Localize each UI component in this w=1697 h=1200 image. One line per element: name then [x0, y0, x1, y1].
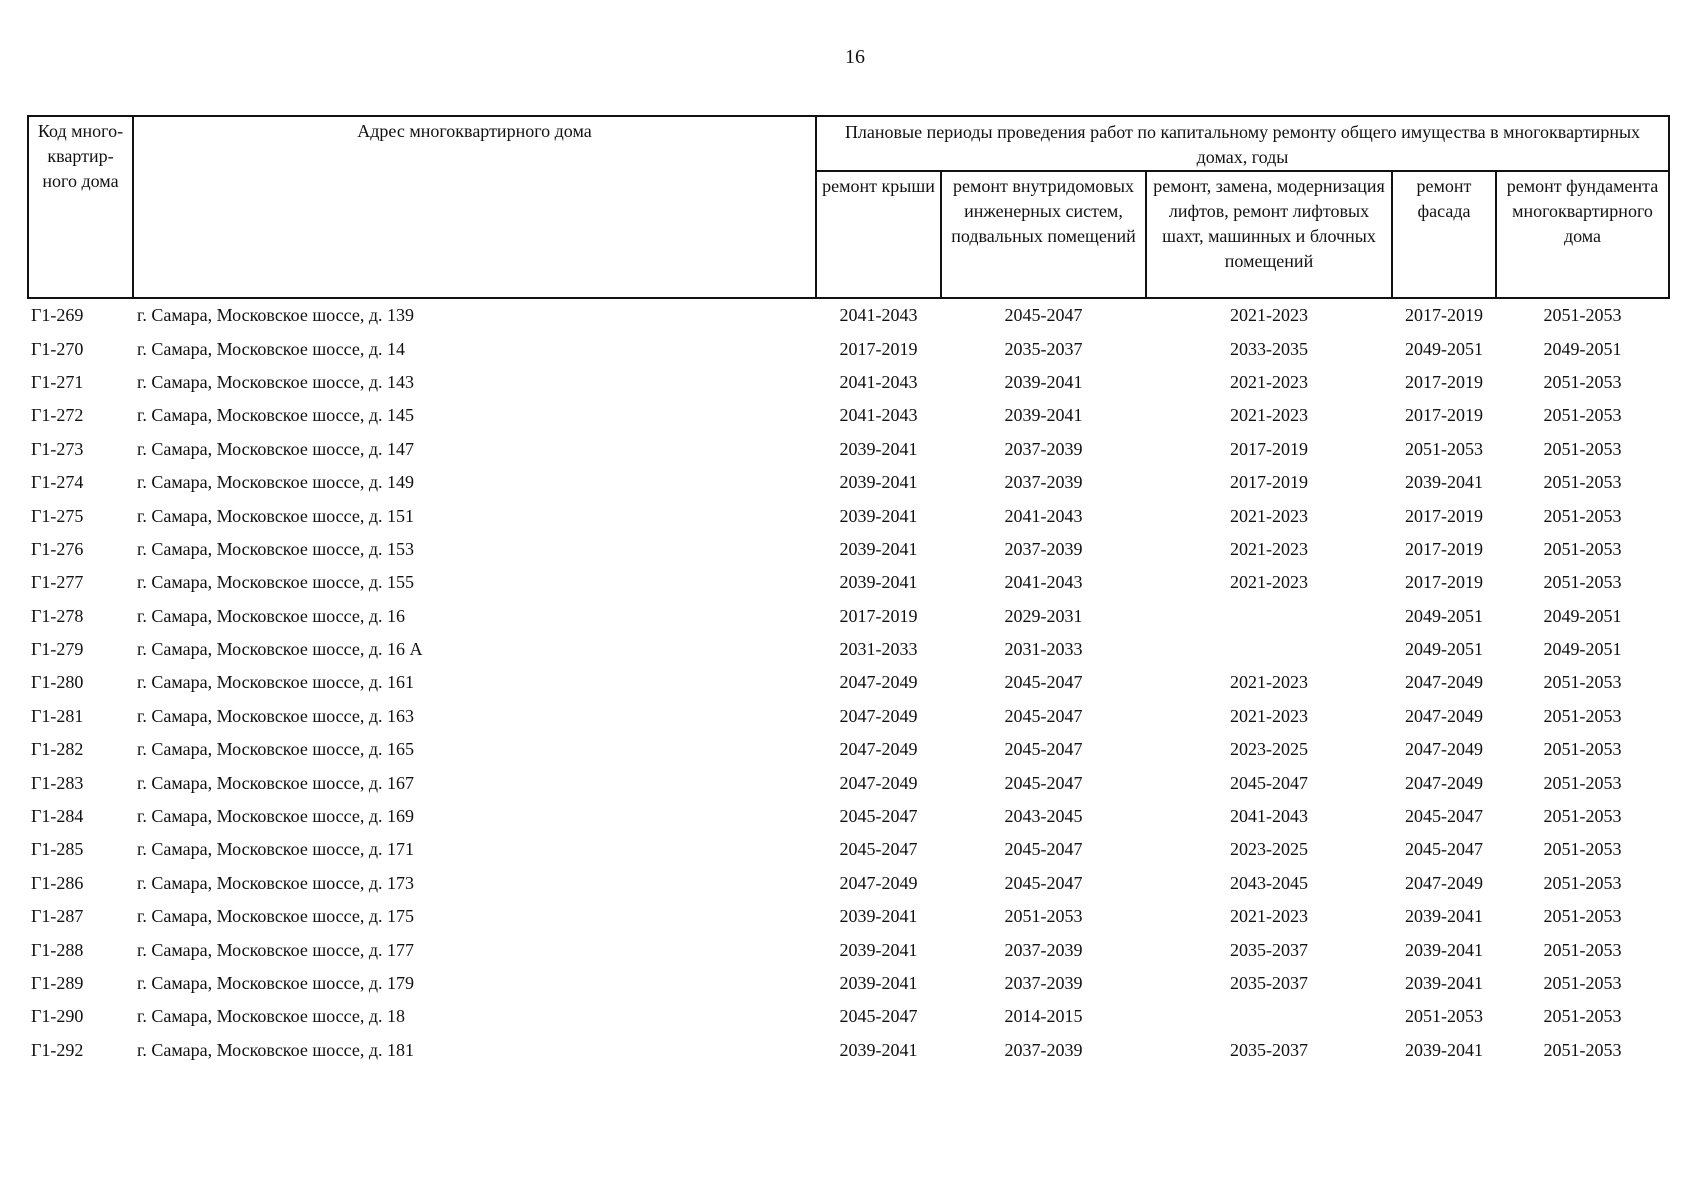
cell-systems: 2039-2041: [1004, 371, 1083, 392]
table-header: [28, 116, 1669, 298]
table-row: [28, 433, 1669, 466]
cell-address: г. Самара, Московское шоссе, д. 179: [137, 973, 414, 993]
cell-code: Г1-277: [31, 572, 84, 593]
cell-code: Г1-284: [31, 806, 84, 827]
cell-roof: 2039-2041: [839, 538, 918, 559]
cell-systems: 2045-2047: [1004, 672, 1083, 693]
cell-roof: 2039-2041: [839, 505, 918, 526]
cell-roof: 2045-2047: [839, 1006, 918, 1027]
cell-elevators: 2021-2023: [1230, 305, 1308, 326]
cell-code: Г1-283: [31, 772, 84, 793]
table-row: [28, 700, 1669, 733]
cell-code: Г1-272: [31, 405, 84, 426]
cell-roof: 2047-2049: [839, 739, 918, 760]
table-row: [28, 600, 1669, 633]
cell-facade: 2045-2047: [1405, 806, 1483, 827]
cell-roof: 2039-2041: [839, 973, 918, 993]
cell-foundation: 2051-2053: [1543, 472, 1622, 493]
cell-facade: 2047-2049: [1405, 739, 1483, 760]
cell-foundation: 2051-2053: [1543, 772, 1622, 793]
cell-foundation: 2051-2053: [1543, 1006, 1622, 1027]
cell-systems: 2037-2039: [1004, 538, 1083, 559]
cell-foundation: 2051-2053: [1543, 371, 1622, 392]
cell-systems: 2037-2039: [1004, 939, 1083, 960]
cell-facade: 2049-2051: [1405, 605, 1483, 626]
cell-facade: 2039-2041: [1405, 472, 1483, 493]
cell-systems: 2045-2047: [1004, 739, 1083, 760]
cell-facade: 2047-2049: [1405, 872, 1483, 893]
cell-foundation: 2051-2053: [1543, 405, 1622, 426]
cell-facade: 2051-2053: [1405, 1006, 1483, 1027]
cell-code: Г1-278: [31, 605, 84, 626]
header-foundation: ремонт фундамента многоквартирного дома: [1496, 171, 1669, 298]
cell-address: г. Самара, Московское шоссе, д. 173: [137, 872, 414, 893]
cell-systems: 2037-2039: [1004, 438, 1083, 459]
cell-roof: 2017-2019: [839, 338, 918, 359]
cell-facade: 2047-2049: [1405, 672, 1483, 693]
cell-facade: 2039-2041: [1405, 939, 1483, 960]
cell-facade: 2017-2019: [1405, 305, 1483, 326]
cell-systems: 2041-2043: [1004, 505, 1083, 526]
cell-elevators: 2017-2019: [1230, 438, 1308, 459]
table-row: [28, 967, 1669, 1000]
cell-elevators: [1146, 1000, 1392, 1033]
header-address: Адрес многоквартирного дома: [133, 116, 816, 298]
cell-code: Г1-287: [31, 906, 84, 927]
page-number: 16: [845, 46, 865, 68]
cell-roof: 2039-2041: [839, 939, 918, 960]
header-elevators: ремонт, замена, модернизация лифтов, ремонт лифтовых шахт, машинных и блочных помещений: [1146, 171, 1392, 298]
cell-elevators: 2045-2047: [1230, 772, 1308, 793]
cell-roof: 2047-2049: [839, 705, 918, 726]
cell-foundation: 2051-2053: [1543, 1039, 1622, 1060]
cell-foundation: 2051-2053: [1543, 705, 1622, 726]
cell-foundation: 2051-2053: [1543, 538, 1622, 559]
table-row: [28, 332, 1669, 365]
table-row: [28, 1034, 1669, 1067]
cell-code: Г1-290: [31, 1006, 84, 1027]
cell-systems: 2031-2033: [1004, 639, 1083, 660]
cell-foundation: 2051-2053: [1543, 872, 1622, 893]
cell-roof: 2045-2047: [839, 839, 918, 860]
cell-code: Г1-292: [31, 1039, 84, 1060]
cell-foundation: 2051-2053: [1543, 505, 1622, 526]
cell-foundation: 2051-2053: [1543, 939, 1622, 960]
table-row: [28, 298, 1669, 332]
cell-elevators: 2021-2023: [1230, 705, 1308, 726]
cell-elevators: 2043-2045: [1230, 872, 1308, 893]
cell-address: г. Самара, Московское шоссе, д. 16 А: [137, 639, 423, 660]
cell-roof: 2045-2047: [839, 806, 918, 827]
cell-systems: 2037-2039: [1004, 1039, 1083, 1060]
cell-facade: 2045-2047: [1405, 839, 1483, 860]
cell-elevators: 2021-2023: [1230, 538, 1308, 559]
table-body: [28, 298, 1669, 1067]
cell-foundation: 2049-2051: [1543, 605, 1622, 626]
cell-facade: 2051-2053: [1405, 438, 1483, 459]
cell-facade: 2049-2051: [1405, 639, 1483, 660]
table-row: [28, 933, 1669, 966]
cell-facade: 2017-2019: [1405, 572, 1483, 593]
cell-elevators: 2041-2043: [1230, 806, 1308, 827]
cell-foundation: 2051-2053: [1543, 572, 1622, 593]
cell-elevators: 2021-2023: [1230, 505, 1308, 526]
cell-foundation: 2051-2053: [1543, 973, 1622, 993]
cell-elevators: 2017-2019: [1230, 472, 1308, 493]
cell-code: Г1-280: [31, 672, 84, 693]
cell-facade: 2049-2051: [1405, 338, 1483, 359]
cell-code: Г1-276: [31, 538, 84, 559]
cell-address: г. Самара, Московское шоссе, д. 171: [137, 839, 414, 860]
cell-foundation: 2051-2053: [1543, 305, 1622, 326]
cell-elevators: 2033-2035: [1230, 338, 1308, 359]
cell-address: г. Самара, Московское шоссе, д. 181: [137, 1039, 414, 1060]
cell-facade: 2039-2041: [1405, 906, 1483, 927]
cell-foundation: 2051-2053: [1543, 906, 1622, 927]
cell-elevators: 2021-2023: [1230, 672, 1308, 693]
cell-elevators: [1146, 633, 1392, 666]
header-systems: ремонт внутридомовых инженерных систем, подвальных помещений: [941, 171, 1146, 298]
cell-systems: 2045-2047: [1004, 305, 1083, 326]
cell-code: Г1-271: [31, 371, 84, 392]
cell-address: г. Самара, Московское шоссе, д. 16: [137, 605, 405, 626]
table-row: [28, 633, 1669, 666]
cell-systems: 2039-2041: [1004, 405, 1083, 426]
cell-elevators: 2035-2037: [1230, 1039, 1308, 1060]
cell-roof: 2039-2041: [839, 572, 918, 593]
cell-address: г. Самара, Московское шоссе, д. 155: [137, 572, 414, 593]
cell-address: г. Самара, Московское шоссе, д. 167: [137, 772, 414, 793]
cell-address: г. Самара, Московское шоссе, д. 145: [137, 405, 414, 426]
cell-elevators: 2021-2023: [1230, 906, 1308, 927]
cell-code: Г1-275: [31, 505, 84, 526]
cell-elevators: 2023-2025: [1230, 839, 1308, 860]
cell-roof: 2047-2049: [839, 672, 918, 693]
table-row: [28, 366, 1669, 399]
cell-systems: 2035-2037: [1004, 338, 1083, 359]
cell-elevators: 2021-2023: [1230, 572, 1308, 593]
table-row: [28, 533, 1669, 566]
cell-elevators: 2035-2037: [1230, 973, 1308, 993]
cell-roof: 2047-2049: [839, 772, 918, 793]
cell-address: г. Самара, Московское шоссе, д. 18: [137, 1006, 405, 1027]
table-row: [28, 466, 1669, 499]
cell-code: Г1-282: [31, 739, 84, 760]
table-row: [28, 499, 1669, 532]
cell-facade: 2039-2041: [1405, 973, 1483, 993]
table-row: [28, 766, 1669, 799]
cell-facade: 2017-2019: [1405, 405, 1483, 426]
table-row: [28, 900, 1669, 933]
cell-roof: 2041-2043: [839, 405, 918, 426]
cell-address: г. Самара, Московское шоссе, д. 14: [137, 338, 405, 359]
cell-foundation: 2051-2053: [1543, 739, 1622, 760]
cell-foundation: 2051-2053: [1543, 438, 1622, 459]
cell-systems: 2014-2015: [1004, 1006, 1083, 1027]
cell-facade: 2017-2019: [1405, 371, 1483, 392]
table-row: [28, 1000, 1669, 1033]
cell-foundation: 2051-2053: [1543, 672, 1622, 693]
cell-roof: 2039-2041: [839, 906, 918, 927]
cell-elevators: 2021-2023: [1230, 371, 1308, 392]
table-row: [28, 733, 1669, 766]
header-facade: ремонт фасада: [1392, 171, 1496, 298]
cell-roof: 2047-2049: [839, 872, 918, 893]
cell-address: г. Самара, Московское шоссе, д. 147: [137, 438, 414, 459]
cell-facade: 2017-2019: [1405, 505, 1483, 526]
cell-systems: 2051-2053: [1004, 906, 1083, 927]
table-row: [28, 867, 1669, 900]
cell-code: Г1-269: [31, 305, 84, 326]
cell-foundation: 2051-2053: [1543, 839, 1622, 860]
cell-systems: 2045-2047: [1004, 772, 1083, 793]
cell-address: г. Самара, Московское шоссе, д. 151: [137, 505, 414, 526]
cell-facade: 2017-2019: [1405, 538, 1483, 559]
cell-foundation: 2049-2051: [1543, 639, 1622, 660]
cell-code: Г1-274: [31, 472, 84, 493]
cell-code: Г1-279: [31, 639, 84, 660]
table-row: [28, 666, 1669, 699]
cell-systems: 2037-2039: [1004, 472, 1083, 493]
cell-code: Г1-285: [31, 839, 84, 860]
cell-facade: 2047-2049: [1405, 772, 1483, 793]
cell-roof: 2039-2041: [839, 438, 918, 459]
cell-code: Г1-288: [31, 939, 84, 960]
cell-code: Г1-270: [31, 338, 84, 359]
cell-address: г. Самара, Московское шоссе, д. 161: [137, 672, 414, 693]
cell-roof: 2031-2033: [839, 639, 918, 660]
cell-systems: 2045-2047: [1004, 705, 1083, 726]
cell-facade: 2039-2041: [1405, 1039, 1483, 1060]
cell-roof: 2039-2041: [839, 472, 918, 493]
cell-systems: 2043-2045: [1004, 806, 1083, 827]
cell-foundation: 2049-2051: [1543, 338, 1622, 359]
cell-systems: 2041-2043: [1004, 572, 1083, 593]
cell-address: г. Самара, Московское шоссе, д. 139: [137, 305, 414, 326]
cell-elevators: [1146, 600, 1392, 633]
cell-systems: 2029-2031: [1004, 605, 1083, 626]
header-periods-group: Плановые периоды проведения работ по капитальному ремонту общего имущества в многоквартирных домах, годы: [816, 116, 1669, 171]
cell-address: г. Самара, Московское шоссе, д. 177: [137, 939, 414, 960]
cell-elevators: 2023-2025: [1230, 739, 1308, 760]
table-row: [28, 399, 1669, 432]
cell-elevators: 2021-2023: [1230, 405, 1308, 426]
table-row: [28, 833, 1669, 866]
cell-code: Г1-286: [31, 872, 84, 893]
cell-address: г. Самара, Московское шоссе, д. 163: [137, 705, 414, 726]
cell-systems: 2045-2047: [1004, 872, 1083, 893]
cell-roof: 2017-2019: [839, 605, 918, 626]
cell-systems: 2045-2047: [1004, 839, 1083, 860]
cell-address: г. Самара, Московское шоссе, д. 169: [137, 806, 414, 827]
header-roof: ремонт крыши: [816, 171, 941, 298]
cell-address: г. Самара, Московское шоссе, д. 153: [137, 538, 414, 559]
repair-plan-table: [27, 115, 1670, 1067]
cell-address: г. Самара, Московское шоссе, д. 165: [137, 739, 414, 760]
table-row: [28, 566, 1669, 599]
cell-foundation: 2051-2053: [1543, 806, 1622, 827]
table-row: [28, 800, 1669, 833]
cell-roof: 2041-2043: [839, 371, 918, 392]
header-code: Код много-квартир-ного дома: [28, 116, 133, 298]
cell-facade: 2047-2049: [1405, 705, 1483, 726]
cell-code: Г1-289: [31, 973, 84, 993]
cell-address: г. Самара, Московское шоссе, д. 175: [137, 906, 414, 927]
cell-elevators: 2035-2037: [1230, 939, 1308, 960]
cell-address: г. Самара, Московское шоссе, д. 149: [137, 472, 414, 493]
cell-code: Г1-273: [31, 438, 84, 459]
cell-roof: 2041-2043: [839, 305, 918, 326]
cell-roof: 2039-2041: [839, 1039, 918, 1060]
cell-address: г. Самара, Московское шоссе, д. 143: [137, 371, 414, 392]
cell-code: Г1-281: [31, 705, 84, 726]
cell-systems: 2037-2039: [1004, 973, 1083, 993]
